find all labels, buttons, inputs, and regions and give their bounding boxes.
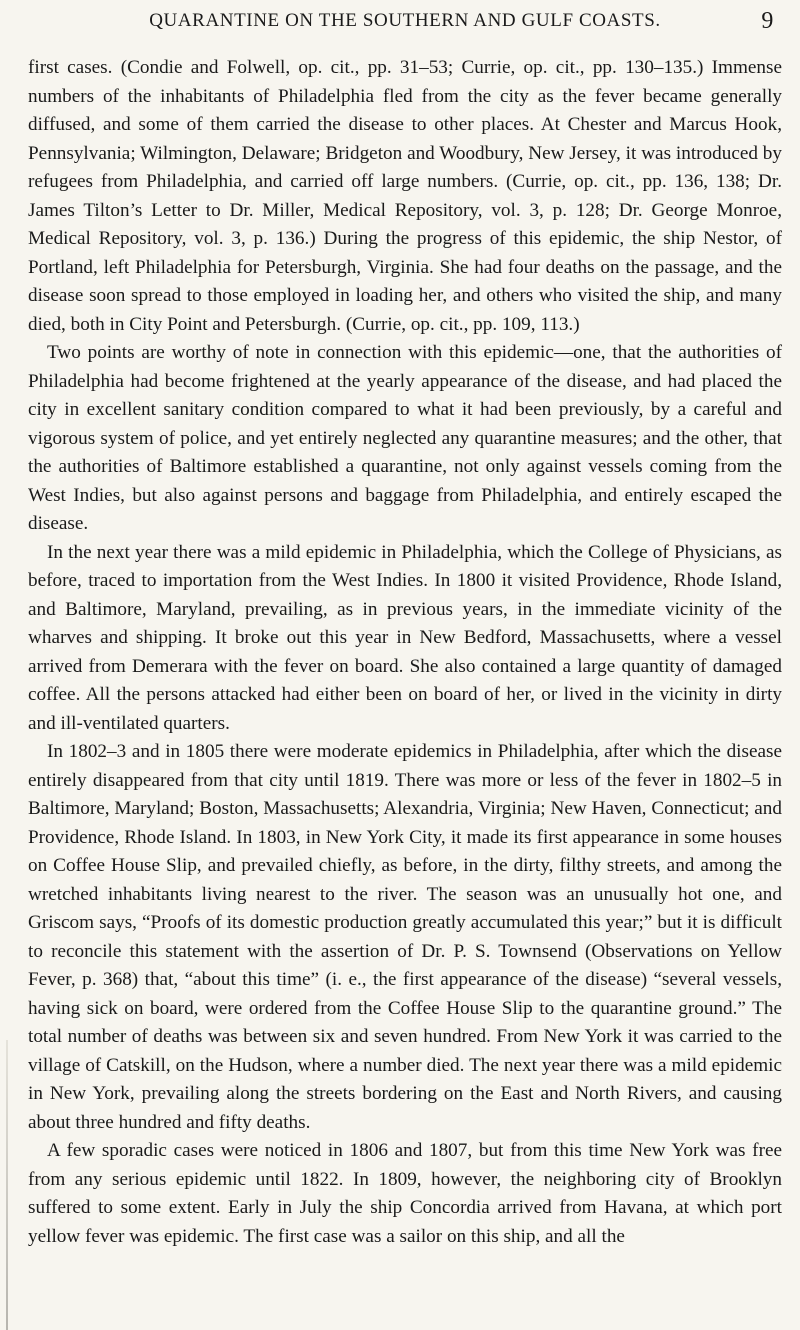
page-number: 9 — [761, 8, 774, 34]
paragraph: Two points are worthy of note in connection with this epidemic—one, that the authorities of Philadelphia had become frightened at the yearly appearance of the disease, and had placed the city in excellent sanitary condition compared to what it had been previously, by a careful and vigorous system of police, and yet entirely neglected any quarantine measures; and the other, that the authorities of Baltimore established a quarantine, not only against vessels coming from the West Indies, but also against persons and baggage from Philadelphia, and entirely escaped the disease. — [28, 342, 782, 534]
paragraph: In the next year there was a mild epidemic in Philadelphia, which the College of Physicians, as before, traced to importation from the West Indies. In 1800 it visited Providence, Rhode Island, and Baltimore, Maryland, prevailing, as in previous years, in the immediate vicinity of the wharves and shipping. It broke out this year in New Bedford, Massachusetts, where a vessel arrived from Demerara with the fever on board. She also contained a large quantity of damaged coffee. All the persons attacked had either been on board of her, or lived in the vicinity in dirty and ill-ventilated quarters. — [28, 541, 782, 734]
paragraph: first cases. (Condie and Folwell, op. cit., pp. 31–53; Currie, op. cit., pp. 130–135.) Immense numbers of the inhabitants of Philadelphia fled from the city as the fever became generally diffused, and some of them carried the disease to other places. At Chester and Marcus Hook, Pennsylvania; Wilmington, Delaware; Bridgeton and Woodbury, New Jersey, it was introduced by refugees from Philadelphia, and carried off large numbers. (Currie, op. cit., pp. 136, 138; Dr. James Tilton’s Letter to Dr. Miller, Medical Repository, vol. 3, p. 128; Dr. George Monroe, Medical Repository, vol. 3, p. 136.) During the progress of this epidemic, the ship Nestor, of Portland, left Philadelphia for Petersburgh, Virginia. She had four deaths on the passage, and the disease soon spread to those employed in loading her, and others who visited the ship, and many died, both in City Point and Petersburgh. (Currie, op. cit., pp. 109, 113.) — [28, 57, 782, 335]
running-header — [28, 6, 782, 40]
page-edge-shadow — [6, 1040, 8, 1330]
paragraph: A few sporadic cases were noticed in 1806 and 1807, but from this time New York was free from any serious epidemic until 1822. In 1809, however, the neighboring city of Brooklyn suffered to some extent. Early in July the ship Concordia arrived from Havana, at which port yellow fever was epidemic. The first case was a sailor on this ship, and all the — [28, 1140, 782, 1247]
running-title: QUARANTINE ON THE SOUTHERN AND GULF COASTS. — [149, 10, 661, 31]
body-text — [28, 54, 782, 1251]
paragraph: In 1802–3 and in 1805 there were moderate epidemics in Philadelphia, after which the disease entirely disappeared from that city until 1819. There was more or less of the fever in 1802–5 in Baltimore, Maryland; Boston, Massachusetts; Alexandria, Virginia; New Haven, Connecticut; and Providence, Rhode Island. In 1803, in New York City, it made its first appearance in some houses on Coffee House Slip, and prevailed chiefly, as before, in the dirty, filthy streets, and among the wretched inhabitants living nearest to the river. The season was an unusually hot one, and Griscom says, “Proofs of its domestic production greatly accumulated this year;” but it is difficult to reconcile this statement with the assertion of Dr. P. S. Townsend (Observations on Yellow Fever, p. 368) that, “about this time” (i. e., the first appearance of the disease) “several vessels, having sick on board, were ordered from the Coffee House Slip to the quarantine ground.” The total number of deaths was between six and seven hundred. From New York it was carried to the village of Catskill, on the Hudson, where a number died. The next year there was a mild epidemic in New York, prevailing along the streets bordering on the East and North Rivers, and causing about three hundred and fifty deaths. — [28, 741, 782, 1133]
